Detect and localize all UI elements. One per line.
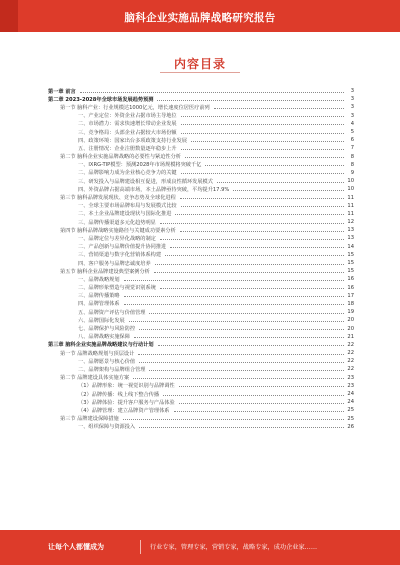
toc-entry[interactable] <box>48 275 354 283</box>
toc-dot-leader <box>155 264 344 265</box>
toc-page-number: 21 <box>347 333 354 340</box>
toc-page-number: 20 <box>347 317 354 324</box>
toc-dot-leader <box>138 354 344 355</box>
toc-dot-leader <box>214 108 344 109</box>
toc-page-number: 6 <box>350 137 354 144</box>
toc-entry[interactable] <box>48 308 354 316</box>
toc-entry[interactable] <box>48 87 354 95</box>
toc-page-number: 4 <box>350 120 354 127</box>
toc-entry-text: （2）品牌传播：线上线下整合传播 <box>78 391 160 398</box>
toc-entry[interactable] <box>48 177 354 185</box>
toc-entry[interactable] <box>48 161 354 169</box>
toc-entry-text: 第一章 前言 <box>48 88 76 95</box>
toc-entry[interactable] <box>48 169 354 177</box>
toc-page-number: 15 <box>347 251 354 258</box>
toc-entry[interactable] <box>48 292 354 300</box>
table-of-contents <box>48 87 354 431</box>
toc-entry-text: 第一节 品牌战略规划与顶层设计 <box>60 350 135 357</box>
toc-page-number: 23 <box>347 382 354 389</box>
toc-entry[interactable] <box>48 259 354 267</box>
toc-entry-text: 二、产品创新与品牌价值提升协同推进 <box>78 244 167 251</box>
toc-dot-leader <box>124 296 344 297</box>
toc-entry-text: 一、品牌定位与差异化战略的制定 <box>78 235 156 242</box>
toc-dot-leader <box>233 190 344 191</box>
toc-dot-leader <box>123 419 344 420</box>
toc-dot-leader <box>180 231 344 232</box>
toc-dot-leader <box>205 165 344 166</box>
toc-page-number: 22 <box>347 341 354 348</box>
toc-entry[interactable] <box>48 95 354 103</box>
toc-page-number: 7 <box>350 145 354 152</box>
toc-entry-text: 第三章 脑科企业实施品牌战略建议与行动计划 <box>48 342 154 349</box>
toc-dot-leader <box>180 198 344 199</box>
toc-heading: 内容目录 <box>0 55 400 72</box>
toc-entry[interactable] <box>48 284 354 292</box>
toc-dot-leader <box>179 403 344 404</box>
toc-entry-text: 第四节 脑科品牌战略实施路径与关键成功要素分析 <box>60 227 176 234</box>
toc-entry-text: 第五节 脑科企业品牌建设典型案例分析 <box>60 268 150 275</box>
toc-entry[interactable] <box>48 185 354 193</box>
toc-entry-text: 第二章 2023-2028年全球市场发展趋势预测 <box>48 96 154 103</box>
toc-entry-text: 一、组织保障与资源投入 <box>78 424 136 431</box>
toc-page-number: 25 <box>347 407 354 414</box>
toc-page-number: 20 <box>347 325 354 332</box>
toc-page-number: 5 <box>350 129 354 136</box>
toc-entry-text: 二、品牌形象塑造与视觉识别系统 <box>78 285 156 292</box>
toc-page-number: 11 <box>347 194 354 201</box>
toc-dot-leader <box>139 427 344 428</box>
toc-entry-text: 四、政策环境：国家出台多项政策支持行业发展 <box>78 137 187 144</box>
toc-dot-leader <box>181 173 344 174</box>
toc-dot-leader <box>179 386 344 387</box>
toc-dot-leader <box>139 362 344 363</box>
toc-entry-text: 第三节 品牌建设保障措施 <box>60 416 119 423</box>
toc-entry[interactable] <box>48 300 354 308</box>
toc-entry-text: 三、研发投入与品牌建设相互促进，形成良性循环发展模式 <box>78 178 213 185</box>
toc-dot-leader <box>181 116 344 117</box>
toc-entry[interactable] <box>48 357 354 365</box>
toc-entry-text: 五、品牌资产评估与价值管理 <box>78 309 146 316</box>
toc-entry[interactable] <box>48 333 354 341</box>
toc-entry-text: 八、品牌战略实施保障 <box>78 334 130 341</box>
toc-dot-leader <box>163 395 344 396</box>
toc-entry-text: 三、竞争格局：头部企业占据较大市场份额 <box>78 129 177 136</box>
toc-dot-leader <box>160 239 344 240</box>
toc-dot-leader <box>185 157 344 158</box>
toc-page-number: 3 <box>350 96 354 103</box>
toc-dot-leader <box>139 329 344 330</box>
toc-entry[interactable] <box>48 210 354 218</box>
toc-page-number: 19 <box>347 309 354 316</box>
toc-entry-text: 五、注册情况：企业注册数量逐年稳步上升 <box>78 145 177 152</box>
toc-entry-text: 二、本土企业品牌建设现状与国际化推进 <box>78 211 172 218</box>
toc-page-number: 13 <box>347 235 354 242</box>
toc-entry[interactable] <box>48 374 354 382</box>
toc-dot-leader <box>170 247 344 248</box>
toc-page-number: 22 <box>347 358 354 365</box>
toc-entry[interactable] <box>48 382 354 390</box>
toc-entry[interactable] <box>48 390 354 398</box>
toc-page-number: 24 <box>347 391 354 398</box>
toc-page-number: 14 <box>347 243 354 250</box>
toc-entry[interactable] <box>48 136 354 144</box>
toc-page-number: 24 <box>347 399 354 406</box>
toc-entry-text: 第一节 脑科产业：行业规模达1000亿元，增长速度位居医疗前列 <box>60 104 210 111</box>
toc-entry[interactable] <box>48 415 354 423</box>
footer-slogan: 让每个人都懂成为 <box>48 543 104 551</box>
toc-entry-text: （1）品牌形象：统一视觉识别与品牌调性 <box>78 383 175 390</box>
toc-entry[interactable] <box>48 112 354 120</box>
toc-entry-text: 第二节 脑科企业实施品牌战略的必要性与紧迫性分析 <box>60 154 181 161</box>
toc-entry[interactable] <box>48 267 354 275</box>
toc-page-number: 15 <box>347 260 354 267</box>
toc-entry[interactable] <box>48 406 354 414</box>
toc-page-number: 22 <box>347 366 354 373</box>
toc-entry[interactable] <box>48 341 354 349</box>
toc-dot-leader <box>129 321 344 322</box>
footer-divider <box>140 540 141 554</box>
toc-entry-text: 六、品牌国际化发展 <box>78 317 125 324</box>
toc-dot-leader <box>181 206 344 207</box>
footer-tagline: 行业专家，管理专家，营销专家，战略专家，成功企业家…… <box>150 544 318 551</box>
toc-dot-leader <box>133 378 344 379</box>
toc-page-number: 22 <box>347 350 354 357</box>
toc-entry[interactable] <box>48 365 354 373</box>
toc-page-number: 11 <box>347 202 354 209</box>
toc-page-number: 8 <box>350 161 354 168</box>
toc-entry-text: 四、外资品牌占据高端市场，本土品牌亟待突破，平均提升17.9% <box>78 186 230 193</box>
toc-page-number: 26 <box>347 423 354 430</box>
toc-dot-leader <box>217 182 344 183</box>
toc-page-number: 3 <box>350 104 354 111</box>
footer-bar <box>0 530 400 565</box>
toc-entry-text: 二、市场潜力：需求快速增长带动企业发展 <box>78 121 177 128</box>
toc-entry[interactable] <box>48 234 354 242</box>
toc-entry[interactable] <box>48 398 354 406</box>
toc-entry-text: 三、品牌传播渠道多元化趋势明显 <box>78 219 156 226</box>
toc-page-number: 9 <box>350 169 354 176</box>
toc-dot-leader <box>174 411 345 412</box>
toc-dot-leader <box>134 337 344 338</box>
toc-page-number: 10 <box>347 178 354 185</box>
toc-entry[interactable] <box>48 324 354 332</box>
toc-entry[interactable] <box>48 218 354 226</box>
toc-entry[interactable] <box>48 193 354 201</box>
toc-dot-leader <box>80 92 344 93</box>
toc-entry[interactable] <box>48 144 354 152</box>
toc-dot-leader <box>158 345 344 346</box>
toc-entry[interactable] <box>48 349 354 357</box>
toc-entry[interactable] <box>48 423 354 431</box>
toc-dot-leader <box>154 272 344 273</box>
toc-entry[interactable] <box>48 251 354 259</box>
toc-dot-leader <box>157 100 344 101</box>
toc-page-number: 18 <box>347 300 354 307</box>
toc-entry-text: 一、IXRG-TIP模型：预测2028年市场规模将突破千亿 <box>78 162 202 169</box>
toc-dot-leader <box>181 133 344 134</box>
toc-entry-text: 一、产业定位：外资企业占据市场主导地位 <box>78 113 177 120</box>
toc-entry-text: 七、品牌保护与风险防控 <box>78 326 136 333</box>
toc-entry[interactable] <box>48 103 354 111</box>
toc-page-number: 11 <box>347 210 354 217</box>
toc-page-number: 13 <box>347 227 354 234</box>
toc-entry[interactable] <box>48 120 354 128</box>
toc-entry-text: 四、品牌管理体系 <box>78 301 120 308</box>
toc-page-number: 10 <box>347 186 354 193</box>
toc-dot-leader <box>160 223 344 224</box>
toc-entry[interactable] <box>48 202 354 210</box>
toc-page-number: 23 <box>347 374 354 381</box>
toc-entry[interactable] <box>48 226 354 234</box>
toc-entry[interactable] <box>48 128 354 136</box>
toc-dot-leader <box>165 255 344 256</box>
toc-entry-text: 二、品牌架构与品牌组合管理 <box>78 366 146 373</box>
toc-dot-leader <box>124 280 344 281</box>
toc-page-number: 3 <box>350 112 354 119</box>
toc-page-number: 25 <box>347 415 354 422</box>
toc-page-number: 12 <box>347 219 354 226</box>
toc-dot-leader <box>149 313 344 314</box>
toc-entry-text: 第二节 品牌建设具体实施方案 <box>60 375 130 382</box>
toc-dot-leader <box>160 288 344 289</box>
toc-dot-leader <box>175 214 344 215</box>
report-title: 脑科企业实施品牌战略研究报告 <box>124 12 276 24</box>
toc-page-number: 17 <box>347 292 354 299</box>
toc-entry-text: 三、品牌传播策略 <box>78 293 120 300</box>
toc-dot-leader <box>149 370 344 371</box>
toc-entry[interactable] <box>48 153 354 161</box>
toc-dot-leader <box>191 141 344 142</box>
toc-entry-text: 一、品牌愿景与核心价值 <box>78 358 136 365</box>
toc-dot-leader <box>181 149 344 150</box>
toc-entry-text: 四、客户服务与品牌忠诚度培养 <box>78 260 151 267</box>
toc-entry-text: 二、品牌影响力成为企业核心竞争力的关键 <box>78 170 177 177</box>
toc-entry-text: 一、全球主要市场品牌布局与发展模式比较 <box>78 203 177 210</box>
toc-dot-leader <box>124 304 344 305</box>
toc-page-number: 8 <box>350 153 354 160</box>
toc-entry[interactable] <box>48 243 354 251</box>
header-bar <box>0 0 400 32</box>
toc-page-number: 16 <box>347 276 354 283</box>
toc-entry-text: （4）品牌管理：建立品牌资产管理体系 <box>78 407 170 414</box>
toc-entry[interactable] <box>48 316 354 324</box>
toc-entry-text: 第三节 脑科品牌发展现状、竞争态势及全球化进程 <box>60 195 176 202</box>
toc-page-number: 3 <box>350 88 354 95</box>
toc-entry-text: 一、品牌战略规划 <box>78 276 120 283</box>
toc-dot-leader <box>181 124 344 125</box>
toc-page-number: 15 <box>347 268 354 275</box>
toc-entry-text: 三、营销渠道与数字化营销体系构建 <box>78 252 162 259</box>
toc-page-number: 16 <box>347 284 354 291</box>
toc-entry-text: （3）品牌体验：提升客户服务与产品体验 <box>78 399 175 406</box>
